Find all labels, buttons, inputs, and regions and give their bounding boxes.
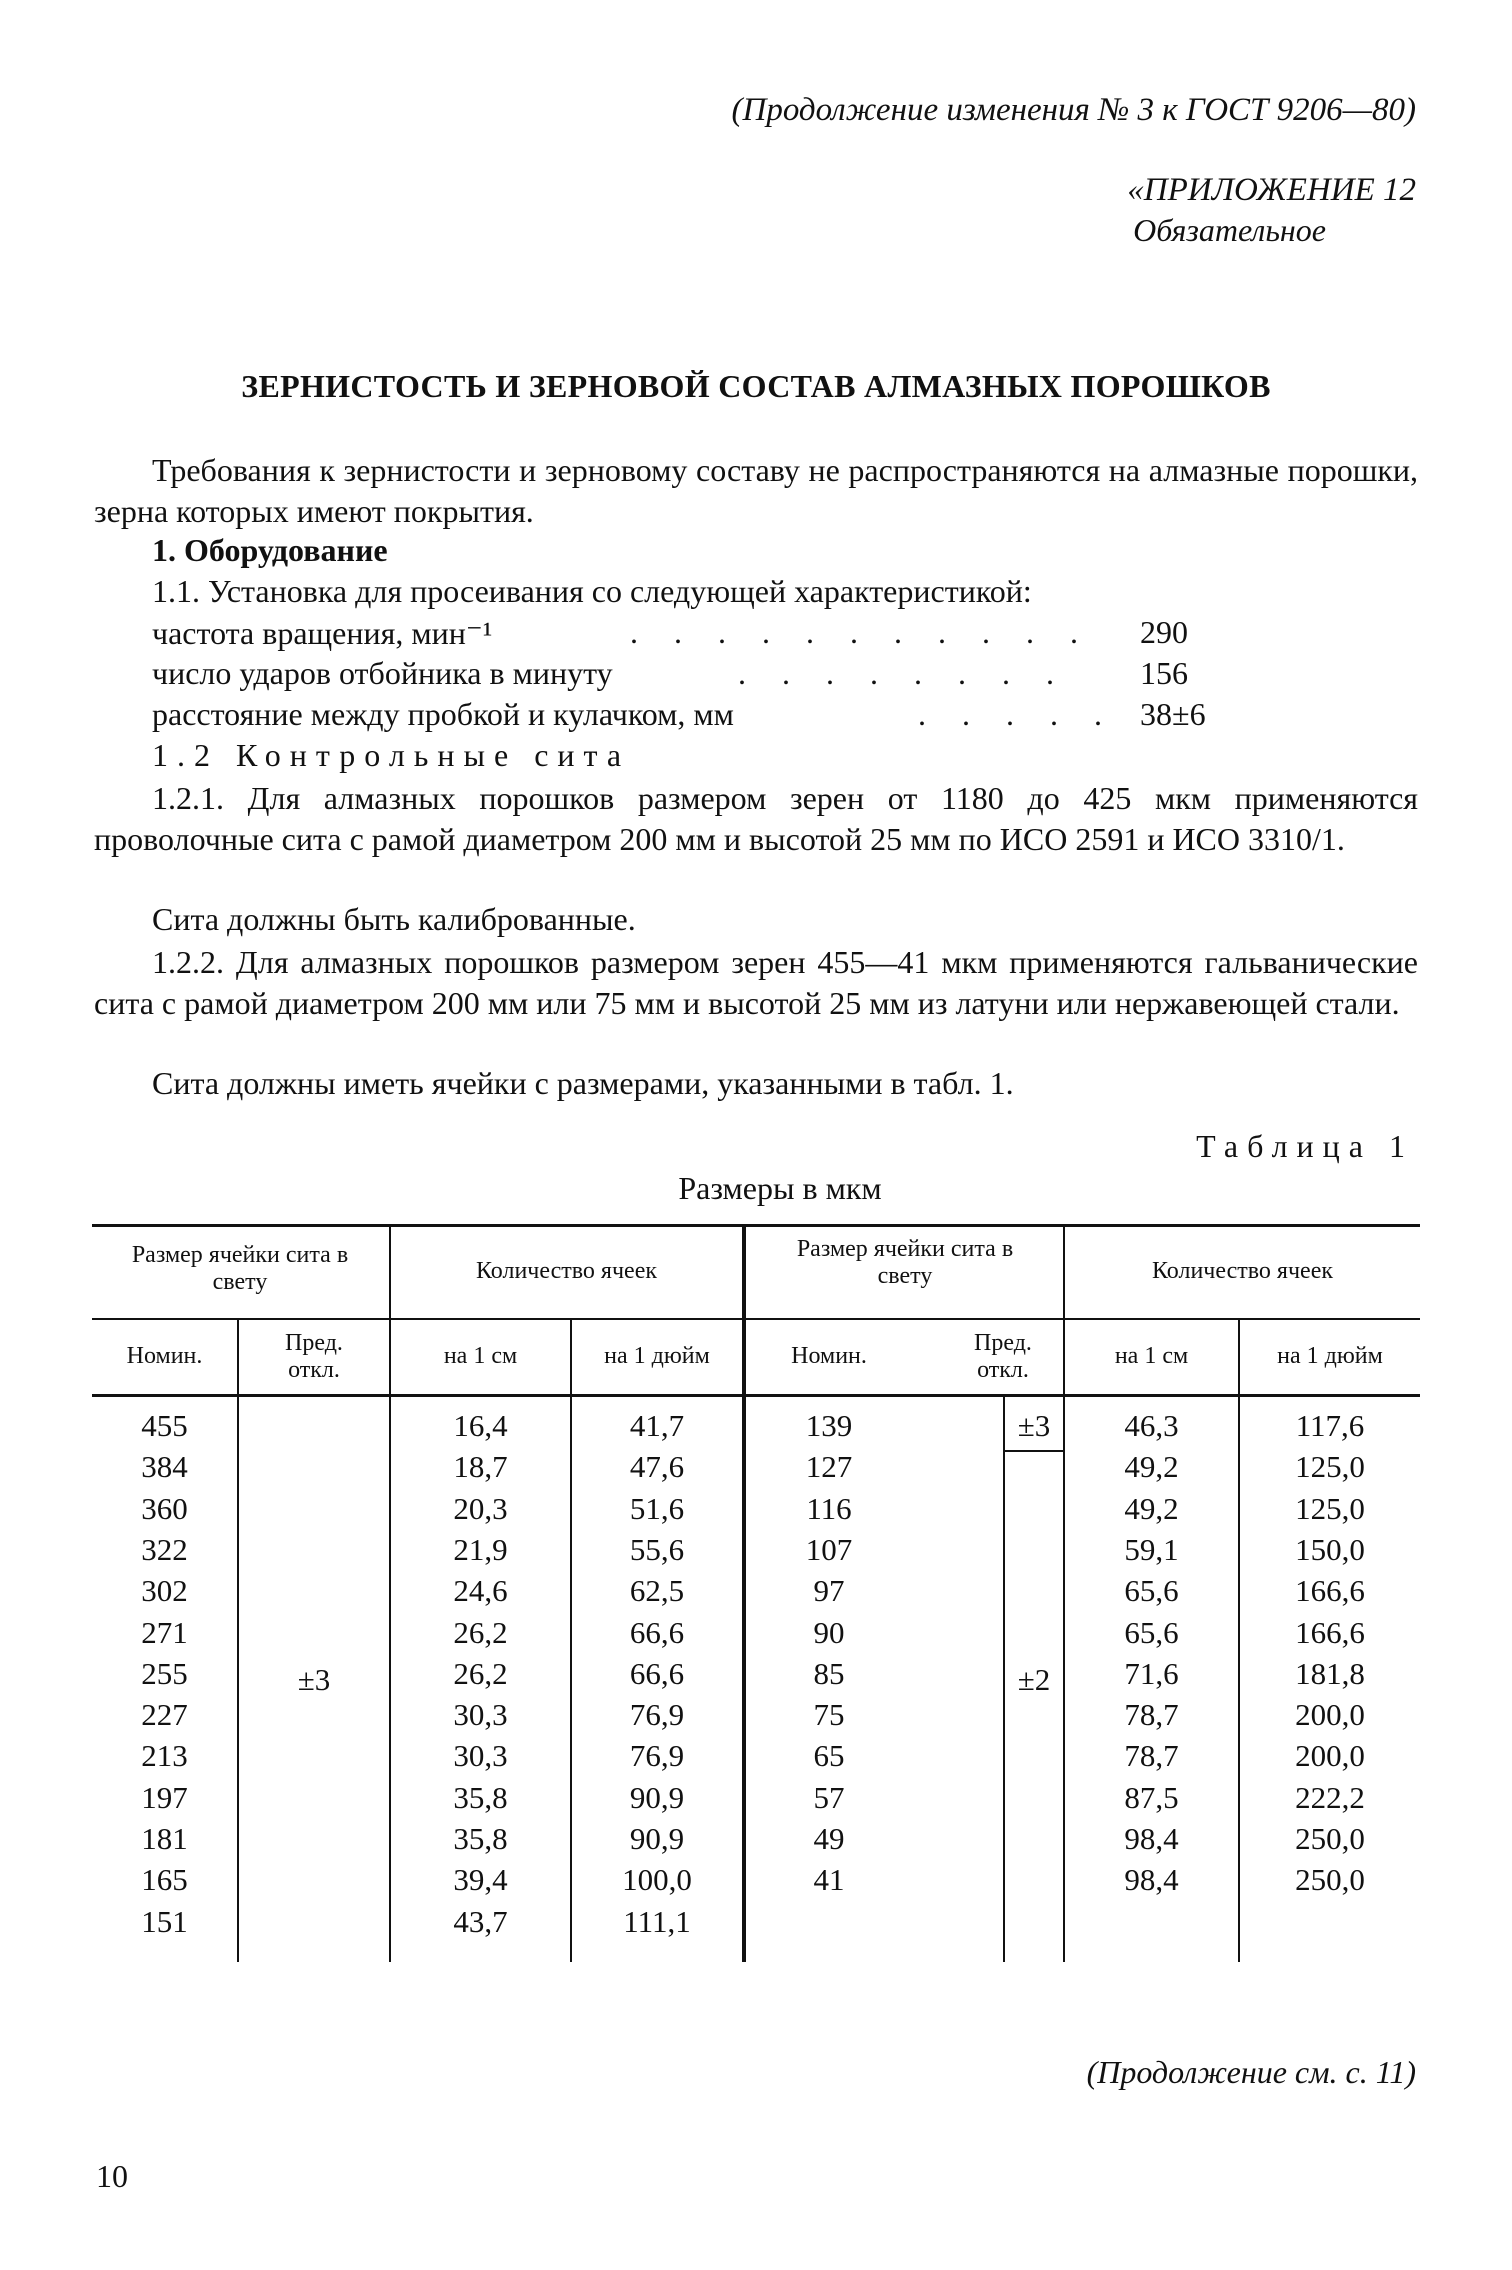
- table-cell: 360: [141, 1490, 188, 1526]
- table-rule: [237, 1320, 239, 1394]
- leader-dots: . . . . . . . . . . .: [630, 614, 1092, 650]
- table-cell: 76,9: [629, 1697, 685, 1733]
- table-cell: 98,4: [1124, 1862, 1179, 1898]
- leader-dots: . . . . .: [918, 696, 1116, 732]
- table-cell: 107: [805, 1531, 853, 1567]
- deviation-right-top: ±3: [1017, 1408, 1051, 1443]
- spec-value-distance: 38±6: [1140, 696, 1206, 732]
- table-cell: 100,0: [622, 1862, 692, 1898]
- table-cell: 66,6: [629, 1614, 685, 1650]
- table-cell: 35,8: [453, 1821, 508, 1856]
- clause-1-2-2: 1.2.2. Для алмазных порошков размером зерен 455—41 мкм применяются гальванические сита с рамой диаметром 200 мм или 75 мм и высотой 25 мм из латуни или нержавеющей стали.: [94, 944, 1418, 1021]
- header-cell-size-left: Размер ячейки сита в свету: [131, 1242, 349, 1295]
- spec-value-strikes: 156: [1140, 655, 1188, 691]
- continuation-header: (Продолжение изменения № 3 к ГОСТ 9206—80): [731, 92, 1416, 128]
- table-cell: 71,6: [1124, 1655, 1179, 1691]
- section-equipment-heading: 1. Оборудование: [152, 532, 388, 568]
- table-cell: 18,7: [453, 1449, 508, 1485]
- header-deviation-right: Пред. откл.: [974, 1330, 1032, 1383]
- document-title: ЗЕРНИСТОСТЬ И ЗЕРНОВОЙ СОСТАВ АЛМАЗНЫХ ПОРОШКОВ: [241, 368, 1271, 404]
- intro-paragraph: Требования к зернистости и зерновому составу не распространяются на алмазные порошки, зерна которых имеют покрытия.: [94, 452, 1418, 529]
- table-cell: 26,2: [453, 1614, 508, 1650]
- clause-1-2-1-note: Сита должны быть калиброванные.: [152, 901, 636, 937]
- table-cell: 302: [141, 1573, 188, 1609]
- header-cell-count-right: Количество ячеек: [1151, 1258, 1334, 1284]
- table-cell: 49: [813, 1821, 845, 1856]
- table-cell: 227: [141, 1697, 188, 1733]
- table-cell: 30,3: [453, 1738, 508, 1774]
- table-cell: 75: [813, 1697, 845, 1733]
- header-cell-size-right: Размер ячейки сита в свету: [796, 1236, 1014, 1289]
- table-cell: 125,0: [1295, 1490, 1365, 1526]
- table-cell: 39,4: [453, 1862, 508, 1898]
- appendix-title: «ПРИЛОЖЕНИЕ 12: [1127, 172, 1416, 208]
- table-cell: 250,0: [1295, 1862, 1365, 1898]
- spec-label-distance: расстояние между пробкой и кулачком, мм: [152, 696, 734, 732]
- table-cell: 51,6: [629, 1490, 685, 1526]
- table-cell: 62,5: [629, 1573, 685, 1609]
- table-cell: 166,6: [1295, 1573, 1365, 1609]
- table-cell: 255: [141, 1655, 188, 1691]
- table-cell: 35,8: [453, 1779, 508, 1815]
- table-cell: 20,3: [453, 1490, 508, 1526]
- table-cell: 322: [141, 1531, 188, 1567]
- table-cell: 197: [141, 1779, 188, 1815]
- table-cell: 98,4: [1124, 1821, 1179, 1856]
- table-units: Размеры в мкм: [678, 1170, 882, 1206]
- table-cell: 57: [813, 1779, 845, 1815]
- table-cell: 16,4: [453, 1408, 508, 1443]
- table-cell: 90,9: [629, 1779, 685, 1815]
- table-cell: 384: [141, 1449, 188, 1485]
- table-cell: 49,2: [1124, 1490, 1179, 1526]
- table-cell: 166,6: [1295, 1614, 1365, 1650]
- table-cell: 76,9: [629, 1738, 685, 1774]
- table-cell: 111,1: [623, 1903, 691, 1939]
- header-per-inch-left: на 1 дюйм: [604, 1343, 710, 1369]
- spec-value-rotation: 290: [1140, 614, 1188, 650]
- table-cell: 55,6: [629, 1531, 685, 1567]
- header-cell-count-left: Количество ячеек: [475, 1258, 658, 1284]
- table-cell: 85: [813, 1655, 845, 1691]
- deviation-right-rest: ±2: [1017, 1662, 1051, 1697]
- table-cell: 78,7: [1124, 1738, 1179, 1774]
- leader-dots: . . . . . . . .: [738, 655, 1068, 691]
- table-cell: 90,9: [629, 1821, 685, 1856]
- clause-1-1: 1.1. Установка для просеивания со следующей характеристикой:: [152, 573, 1032, 609]
- table-rule: [92, 1224, 1420, 1227]
- table-label: Таблица 1: [1196, 1128, 1414, 1164]
- table-rule: [92, 1318, 1420, 1320]
- continuation-footer: (Продолжение см. с. 11): [1086, 2054, 1416, 2090]
- table-cell: 213: [141, 1738, 188, 1774]
- table-cell: 200,0: [1295, 1697, 1365, 1733]
- header-deviation-left: Пред. откл.: [285, 1330, 343, 1383]
- table-rule: [92, 1394, 1420, 1397]
- clause-1-2-1: 1.2.1. Для алмазных порошков размером зерен от 1180 до 425 мкм применяются проволочные сита с рамой диаметром 200 мм и высотой 25 мм по ИСО 2591 и ИСО 3310/1.: [94, 780, 1418, 857]
- table-cell: 30,3: [453, 1697, 508, 1733]
- table-cell: 150,0: [1295, 1531, 1365, 1567]
- page-number: 10: [96, 2158, 128, 2194]
- table-cell: 151: [141, 1903, 188, 1939]
- table-cell: 200,0: [1295, 1738, 1365, 1774]
- table-cell: 181: [141, 1821, 188, 1856]
- table-cell: 65,6: [1124, 1573, 1179, 1609]
- table-cell: 181,8: [1295, 1655, 1365, 1691]
- table-cell: 41,7: [629, 1408, 685, 1443]
- table-cell: 125,0: [1295, 1449, 1365, 1485]
- header-nominal-left: Номин.: [126, 1343, 203, 1369]
- table-cell: 66,6: [629, 1655, 685, 1691]
- table-cell: 65: [813, 1738, 845, 1774]
- header-per-inch-right: на 1 дюйм: [1277, 1343, 1383, 1369]
- table-cell: 250,0: [1295, 1821, 1365, 1856]
- header-per-cm-right: на 1 см: [1114, 1343, 1189, 1369]
- header-per-cm-left: на 1 см: [443, 1343, 518, 1369]
- header-nominal-right: Номин.: [791, 1343, 867, 1369]
- table-cell: 41: [813, 1862, 845, 1898]
- clause-1-2-heading: 1.2 Контрольные сита: [152, 737, 631, 773]
- table-cell: 65,6: [1124, 1614, 1179, 1650]
- table-cell: 117,6: [1295, 1408, 1365, 1443]
- clause-1-2-2-note: Сита должны иметь ячейки с размерами, указанными в табл. 1.: [152, 1065, 1014, 1101]
- table-cell: 455: [141, 1408, 188, 1443]
- table-cell: 97: [813, 1573, 845, 1609]
- table-cell: 24,6: [453, 1573, 508, 1609]
- table-cell: 46,3: [1124, 1408, 1179, 1443]
- table-cell: 49,2: [1124, 1449, 1179, 1485]
- table-rule: [1003, 1450, 1065, 1452]
- table-cell: 47,6: [629, 1449, 685, 1485]
- appendix-status: Обязательное: [1133, 212, 1326, 248]
- spec-label-strikes: число ударов отбойника в минуту: [152, 655, 613, 691]
- table-cell: 116: [806, 1490, 852, 1526]
- deviation-left: ±3: [297, 1662, 331, 1697]
- spec-label-rotation: частота вращения, мин⁻¹: [152, 615, 493, 651]
- table-cell: 78,7: [1124, 1697, 1179, 1733]
- table-cell: 26,2: [453, 1655, 508, 1691]
- table-cell: 222,2: [1295, 1779, 1365, 1815]
- table-cell: 87,5: [1124, 1779, 1179, 1815]
- table-cell: 271: [141, 1614, 188, 1650]
- table-cell: 139: [805, 1408, 853, 1443]
- table-cell: 43,7: [453, 1903, 508, 1939]
- table-cell: 90: [813, 1614, 845, 1650]
- table-cell: 21,9: [453, 1531, 508, 1567]
- table-cell: 165: [141, 1862, 188, 1898]
- table-cell: 127: [805, 1449, 853, 1485]
- table-cell: 59,1: [1124, 1531, 1179, 1567]
